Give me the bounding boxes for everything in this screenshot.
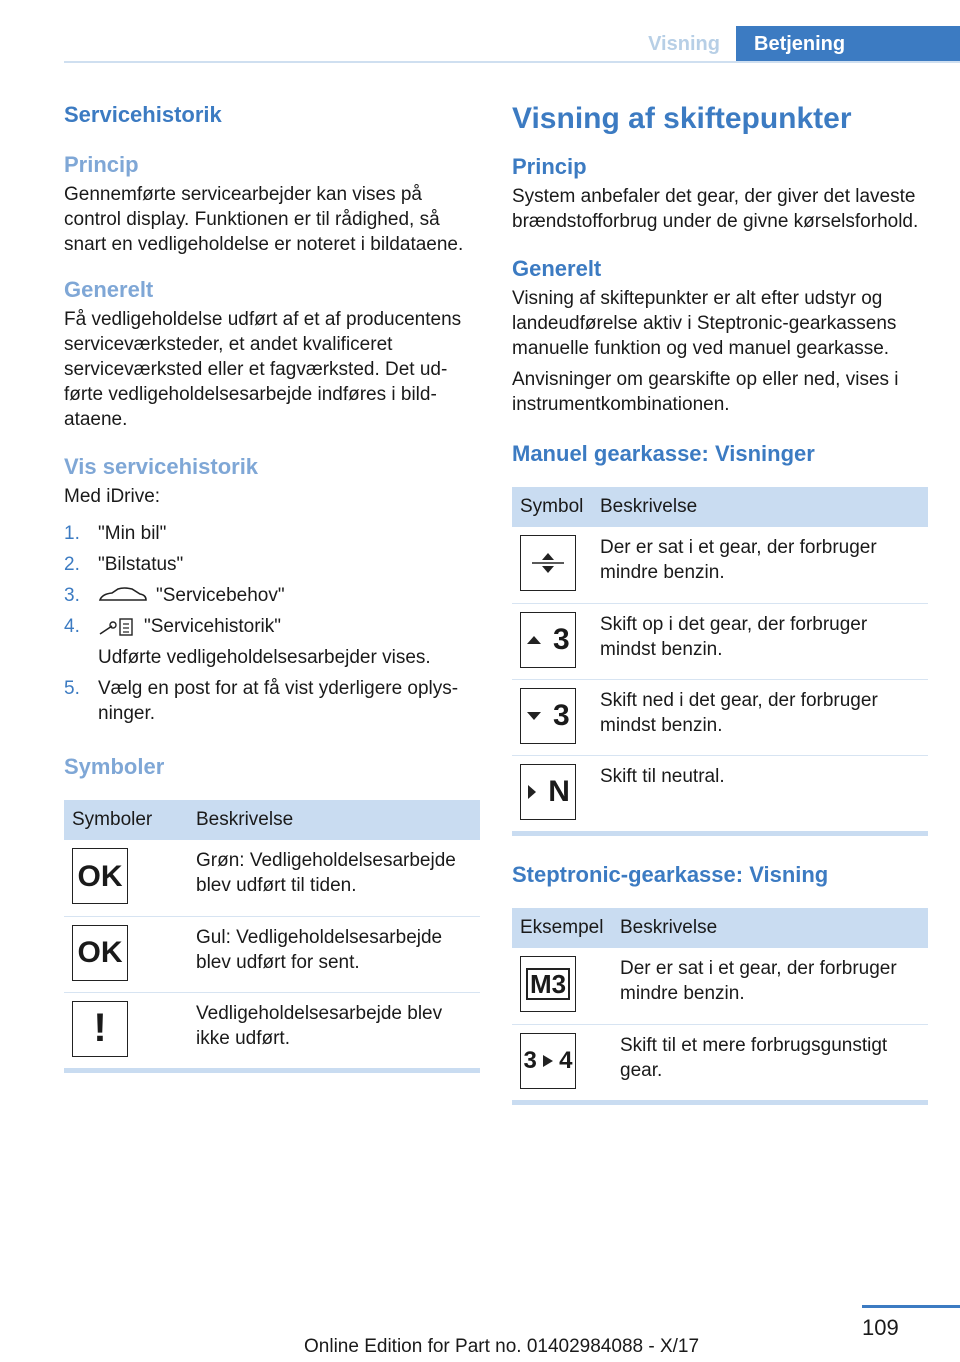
heading-manuel-gearkasse: Manuel gearkasse: Visninger: [512, 441, 815, 466]
table-cell: Gul: Vedligeholdelsesarbejde blev udført for sent.: [188, 916, 480, 992]
left-column: [64, 92, 480, 1073]
table-header: Beskrivelse: [592, 487, 928, 527]
table-cell: Der er sat i et gear, der forbruger mindre benzin.: [592, 527, 928, 603]
table-cell: Skift til et mere forbrugsgunstigt gear.: [620, 1034, 888, 1081]
table-row: [64, 916, 480, 992]
step-number: 4.: [64, 616, 80, 637]
service-history-icon: [98, 616, 136, 638]
table-row: [64, 840, 480, 916]
step-subtext: Udførte vedligeholdelsesarbejder vises.: [98, 647, 431, 668]
table-row: [512, 755, 928, 831]
heading-princip: Princip: [512, 154, 587, 179]
table-header: Beskrivelse: [188, 800, 480, 840]
m3-icon: [520, 956, 576, 1012]
princip-text: Gennemførte servicearbejder kan vises på control display. Funktionen er til rådighed, så snart en vedligeholdelse er noteret i bildataene.: [64, 184, 464, 255]
heading-symboler: Symboler: [64, 754, 165, 779]
step-text: "Bilstatus": [98, 554, 184, 575]
ok-yellow-icon: OK: [72, 925, 128, 981]
step-number: 3.: [64, 585, 80, 606]
generelt-text-2: Anvisninger om gearskifte op eller ned, vises i instrumentkombinationen.: [512, 369, 899, 415]
header-chapter-tab[interactable]: Betjening: [736, 26, 960, 62]
footer-rule: [862, 1305, 960, 1308]
list-item: [64, 614, 480, 670]
heading-generelt: Generelt: [64, 277, 154, 302]
table-row: [512, 1024, 928, 1100]
table-row: [512, 948, 928, 1024]
neutral-icon: [520, 764, 576, 820]
table-end-rule: [512, 831, 928, 836]
page-number: 109: [862, 1315, 899, 1340]
table-cell: Skift op i det gear, der forbruger mindst benzin.: [592, 603, 928, 679]
table-cell: Skift ned i det gear, der forbruger mindst benzin.: [592, 679, 928, 755]
gear-label: M3: [526, 968, 570, 1000]
car-icon: [98, 586, 148, 606]
gear-number: 3: [552, 699, 570, 732]
princip-text: System anbefaler det gear, der giver det laveste brændstofforbrug under de givne kørselsforhold.: [512, 186, 919, 232]
section-title-skiftepunkter: Visning af skiftepunkter: [512, 102, 852, 135]
manuel-table: [512, 487, 928, 831]
heading-generelt: Generelt: [512, 256, 602, 281]
updown-icon: [520, 535, 576, 591]
steptronic-table: [512, 908, 928, 1100]
header-section-tab[interactable]: Visning: [648, 33, 720, 55]
step-number: 1.: [64, 523, 80, 544]
list-item: [64, 676, 480, 726]
symboler-table: [64, 800, 480, 1068]
table-header: Eksempel: [512, 908, 612, 948]
header-rule: [64, 61, 960, 63]
table-header: Symbol: [512, 487, 592, 527]
table-header: Beskrivelse: [612, 908, 928, 948]
exclamation-icon: !: [72, 1001, 128, 1057]
table-header: Symboler: [64, 800, 188, 840]
edition-text: Online Edition for Part no. 01402984088 - X/17: [304, 1336, 700, 1357]
heading-princip: Princip: [64, 152, 139, 177]
gear-to: 4: [559, 1047, 573, 1074]
generelt-text: Få vedligeholdelse udført af et af producentens serviceværksteder, et andet kvalificeret serviceværksted eller et fagværksted. Det udførte vedligeholdelsesarbejde indføres i bildataene.: [64, 309, 462, 430]
list-item: [64, 521, 480, 546]
table-cell: Skift til neutral.: [600, 765, 725, 787]
generelt-text-1: Visning af skiftepunkter er alt efter udstyr og landeudførelse aktiv i Steptronic-gearkassens manuelle funktion og ved manuel gearkasse.: [512, 288, 897, 359]
table-row: [64, 992, 480, 1068]
gear-letter: N: [548, 775, 570, 808]
step-number: 5.: [64, 678, 80, 699]
table-cell: Der er sat i et gear, der forbruger mindre benzin.: [612, 948, 928, 1024]
table-cell: Grøn: Vedligeholdelsesarbejde blev udført til tiden.: [188, 840, 480, 916]
gear-number: 3: [552, 623, 570, 656]
vis-intro: Med iDrive:: [64, 486, 161, 507]
table-end-rule: [512, 1100, 928, 1105]
shift-up-icon: [520, 612, 576, 668]
table-row: [512, 679, 928, 755]
step-text: "Servicebehov": [156, 585, 285, 606]
ok-green-icon: OK: [72, 848, 128, 904]
table-cell: Vedligeholdelsesarbejde blev ikke udført.: [196, 1002, 443, 1049]
table-row: [512, 603, 928, 679]
step-text: "Servicehistorik": [144, 616, 282, 637]
heading-vis-servicehistorik: Vis servicehistorik: [64, 454, 259, 479]
steps-list: [64, 521, 480, 726]
step-number: 2.: [64, 554, 80, 575]
right-column: [512, 92, 928, 1105]
table-row: [512, 527, 928, 603]
list-item: [64, 583, 480, 608]
shift-3-to-4-icon: [520, 1033, 576, 1089]
step-text: "Min bil": [98, 523, 167, 544]
list-item: [64, 552, 480, 577]
section-title-servicehistorik: Servicehistorik: [64, 102, 222, 127]
table-end-rule: [64, 1068, 480, 1073]
step-text: Vælg en post for at få vist yderligere oplysninger.: [98, 678, 459, 724]
gear-from: 3: [523, 1047, 537, 1074]
shift-down-icon: [520, 688, 576, 744]
heading-steptronic: Steptronic-gearkasse: Visning: [512, 862, 829, 887]
